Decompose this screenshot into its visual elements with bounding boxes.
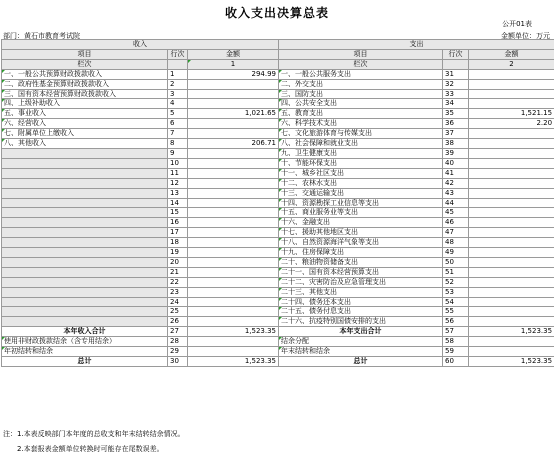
expense-row-no: 36	[443, 119, 469, 129]
expense-row-no: 41	[443, 168, 469, 178]
table-row	[2, 139, 554, 149]
expense-item: 二十一、国有资本经营预算支出	[279, 267, 443, 277]
expense-row-no: 43	[443, 188, 469, 198]
expense-amount: 1,521.15	[469, 109, 554, 119]
expense-amount	[469, 168, 554, 178]
income-amount	[188, 277, 279, 287]
income-total-item: 本年收入合计	[2, 327, 168, 337]
expense-amount	[469, 129, 554, 139]
expense-total-row-no: 57	[443, 327, 469, 337]
income-amount	[188, 158, 279, 168]
expense-amount	[469, 297, 554, 307]
income-amount: 294.99	[188, 69, 279, 79]
table-row	[2, 69, 554, 79]
table-row	[2, 248, 554, 258]
expense-total-amount	[469, 347, 554, 357]
table-row	[2, 119, 554, 129]
expense-item: 十四、资源勘探工业信息等支出	[279, 198, 443, 208]
expense-column-number: 2	[469, 59, 554, 69]
expense-row-no: 42	[443, 178, 469, 188]
table-row	[2, 99, 554, 109]
income-item	[2, 218, 168, 228]
table-row	[2, 168, 554, 178]
expense-amount	[469, 79, 554, 89]
expense-row-no: 32	[443, 79, 469, 89]
income-item	[2, 238, 168, 248]
expense-amount	[469, 69, 554, 79]
expense-item: 九、卫生健康支出	[279, 148, 443, 158]
expense-row-no: 52	[443, 277, 469, 287]
department-label: 部门：黄石市教育考试院	[3, 32, 80, 40]
section-header-row	[2, 40, 554, 50]
expense-row-no: 49	[443, 248, 469, 258]
income-row-no: 21	[168, 267, 188, 277]
income-row-no: 17	[168, 228, 188, 238]
income-column-index-blank	[168, 59, 188, 69]
expense-row-no: 44	[443, 198, 469, 208]
expense-row-no: 47	[443, 228, 469, 238]
income-row-no: 7	[168, 129, 188, 139]
column-header-row	[2, 49, 554, 59]
expense-amount	[469, 89, 554, 99]
income-amount	[188, 307, 279, 317]
expense-amount	[469, 287, 554, 297]
income-item	[2, 257, 168, 267]
expense-item: 三、国防支出	[279, 89, 443, 99]
report-title: 收入支出决算总表	[224, 6, 329, 20]
income-row-no: 10	[168, 158, 188, 168]
expense-amount	[469, 228, 554, 238]
expense-row-no: 38	[443, 139, 469, 149]
income-row-no: 12	[168, 178, 188, 188]
income-row-no: 19	[168, 248, 188, 258]
expense-total-row-no: 59	[443, 347, 469, 357]
expense-row-no-header: 行次	[443, 49, 469, 59]
expense-item: 二十六、抗疫特别国债安排的支出	[279, 317, 443, 327]
income-item-header: 项目	[2, 49, 168, 59]
expense-item: 十七、援助其他地区支出	[279, 228, 443, 238]
expense-item: 十九、住房保障支出	[279, 248, 443, 258]
income-item	[2, 287, 168, 297]
expense-total-amount: 1,523.35	[469, 357, 554, 367]
income-item: 六、经营收入	[2, 119, 168, 129]
total-row	[2, 357, 554, 367]
expense-row-no: 51	[443, 267, 469, 277]
table-row	[2, 148, 554, 158]
expense-total-item: 结余分配	[279, 337, 443, 347]
income-amount	[188, 248, 279, 258]
expense-amount	[469, 139, 554, 149]
table-row	[2, 267, 554, 277]
expense-row-no: 33	[443, 89, 469, 99]
expense-row-no: 55	[443, 307, 469, 317]
income-amount	[188, 238, 279, 248]
expense-amount	[469, 257, 554, 267]
expense-column-index-label: 栏次	[279, 59, 443, 69]
table-row	[2, 297, 554, 307]
income-row-no: 9	[168, 148, 188, 158]
expense-total-row-no: 58	[443, 337, 469, 347]
expense-amount	[469, 277, 554, 287]
income-item: 五、事业收入	[2, 109, 168, 119]
income-item	[2, 317, 168, 327]
expense-amount	[469, 178, 554, 188]
expense-row-no: 37	[443, 129, 469, 139]
income-row-no: 26	[168, 317, 188, 327]
expense-row-no: 48	[443, 238, 469, 248]
income-row-no: 3	[168, 89, 188, 99]
expense-item: 五、教育支出	[279, 109, 443, 119]
income-amount	[188, 89, 279, 99]
expense-amount	[469, 267, 554, 277]
income-expense-table	[1, 39, 554, 367]
expense-item: 一、一般公共服务支出	[279, 69, 443, 79]
expense-amount-header: 金额	[469, 49, 554, 59]
table-row	[2, 208, 554, 218]
expense-amount	[469, 307, 554, 317]
income-row-no: 5	[168, 109, 188, 119]
income-amount	[188, 257, 279, 267]
income-row-no: 18	[168, 238, 188, 248]
expense-total-amount	[469, 337, 554, 347]
expense-row-no: 53	[443, 287, 469, 297]
income-amount	[188, 198, 279, 208]
income-total-item: 总计	[2, 357, 168, 367]
expense-item: 六、科学技术支出	[279, 119, 443, 129]
income-row-no: 22	[168, 277, 188, 287]
income-item: 一、一般公共预算财政拨款收入	[2, 69, 168, 79]
expense-amount	[469, 188, 554, 198]
income-total-item: 使用非财政拨款结余（含专用结余）	[2, 337, 168, 347]
expense-total-item: 总计	[279, 357, 443, 367]
income-item	[2, 307, 168, 317]
income-amount	[188, 188, 279, 198]
income-item	[2, 297, 168, 307]
income-amount	[188, 178, 279, 188]
income-row-no: 2	[168, 79, 188, 89]
income-total-amount	[188, 337, 279, 347]
table-row	[2, 228, 554, 238]
income-column-number: 1	[188, 59, 279, 69]
expense-item: 二十二、灾害防治及应急管理支出	[279, 277, 443, 287]
table-row	[2, 79, 554, 89]
expense-item: 二十、粮油物资储备支出	[279, 257, 443, 267]
total-row	[2, 347, 554, 357]
table-row	[2, 158, 554, 168]
table-notes	[3, 430, 185, 454]
expense-amount	[469, 248, 554, 258]
income-amount	[188, 119, 279, 129]
note-1: 注：1.本表反映部门本年度的总收支和年末结转结余情况。	[3, 430, 185, 438]
expense-amount	[469, 238, 554, 248]
income-section-header: 收入	[2, 40, 279, 50]
table-row	[2, 257, 554, 267]
income-item	[2, 228, 168, 238]
income-row-no: 14	[168, 198, 188, 208]
table-row	[2, 218, 554, 228]
income-amount: 206.71	[188, 139, 279, 149]
expense-amount	[469, 99, 554, 109]
income-row-no: 16	[168, 218, 188, 228]
income-item: 二、政府性基金预算财政拨款收入	[2, 79, 168, 89]
income-item: 八、其他收入	[2, 139, 168, 149]
income-amount	[188, 317, 279, 327]
note-2: 2.本套报表金额单位转换时可能存在尾数误差。	[17, 445, 164, 453]
expense-item: 二、外交支出	[279, 79, 443, 89]
table-row	[2, 277, 554, 287]
expense-amount	[469, 317, 554, 327]
table-row	[2, 317, 554, 327]
income-amount	[188, 99, 279, 109]
income-total-row-no: 30	[168, 357, 188, 367]
expense-item: 七、文化旅游体育与传媒支出	[279, 129, 443, 139]
expense-total-item: 年末结转和结余	[279, 347, 443, 357]
income-amount-header: 金额	[188, 49, 279, 59]
income-total-amount	[188, 347, 279, 357]
expense-total-amount: 1,523.35	[469, 327, 554, 337]
amount-unit-label: 金额单位：万元	[501, 32, 550, 40]
expense-row-no: 31	[443, 69, 469, 79]
expense-row-no: 34	[443, 99, 469, 109]
expense-amount	[469, 218, 554, 228]
expense-amount	[469, 198, 554, 208]
income-amount	[188, 218, 279, 228]
form-code: 公开01表	[502, 20, 532, 28]
income-item	[2, 188, 168, 198]
income-row-no: 11	[168, 168, 188, 178]
expense-item: 十八、自然资源海洋气象等支出	[279, 238, 443, 248]
expense-item: 二十五、债务付息支出	[279, 307, 443, 317]
income-amount: 1,021.65	[188, 109, 279, 119]
expense-item: 十六、金融支出	[279, 218, 443, 228]
income-total-row-no: 27	[168, 327, 188, 337]
expense-total-row-no: 60	[443, 357, 469, 367]
income-item	[2, 248, 168, 258]
income-item: 四、上级补助收入	[2, 99, 168, 109]
expense-item: 十、节能环保支出	[279, 158, 443, 168]
expense-item: 十二、农林水支出	[279, 178, 443, 188]
expense-total-item: 本年支出合计	[279, 327, 443, 337]
income-row-no: 4	[168, 99, 188, 109]
income-column-index-label: 栏次	[2, 59, 168, 69]
expense-row-no: 45	[443, 208, 469, 218]
table-row	[2, 287, 554, 297]
table-row	[2, 238, 554, 248]
income-row-no: 20	[168, 257, 188, 267]
expense-item: 十五、商业服务业等支出	[279, 208, 443, 218]
income-item	[2, 277, 168, 287]
expense-item: 十三、交通运输支出	[279, 188, 443, 198]
income-amount	[188, 129, 279, 139]
income-row-no: 25	[168, 307, 188, 317]
expense-row-no: 56	[443, 317, 469, 327]
income-amount	[188, 267, 279, 277]
income-item	[2, 168, 168, 178]
expense-item-header: 项目	[279, 49, 443, 59]
income-row-no: 15	[168, 208, 188, 218]
expense-row-no: 46	[443, 218, 469, 228]
table-row	[2, 198, 554, 208]
expense-item: 八、社会保障和就业支出	[279, 139, 443, 149]
income-item	[2, 267, 168, 277]
income-total-row-no: 28	[168, 337, 188, 347]
total-row	[2, 327, 554, 337]
income-amount	[188, 287, 279, 297]
income-item	[2, 178, 168, 188]
expense-item: 十一、城乡社区支出	[279, 168, 443, 178]
column-index-row	[2, 59, 554, 69]
income-total-amount: 1,523.35	[188, 357, 279, 367]
expense-amount: 2.20	[469, 119, 554, 129]
income-row-no: 24	[168, 297, 188, 307]
income-row-no: 1	[168, 69, 188, 79]
income-item: 七、附属单位上缴收入	[2, 129, 168, 139]
income-total-row-no: 29	[168, 347, 188, 357]
income-total-amount: 1,523.35	[188, 327, 279, 337]
expense-amount	[469, 208, 554, 218]
income-item	[2, 208, 168, 218]
table-row	[2, 188, 554, 198]
expense-column-index-blank	[443, 59, 469, 69]
income-item	[2, 158, 168, 168]
income-row-no: 8	[168, 139, 188, 149]
income-amount	[188, 208, 279, 218]
table-row	[2, 178, 554, 188]
expense-row-no: 40	[443, 158, 469, 168]
income-amount	[188, 168, 279, 178]
income-amount	[188, 228, 279, 238]
income-amount	[188, 297, 279, 307]
table-row	[2, 307, 554, 317]
expense-item: 四、公共安全支出	[279, 99, 443, 109]
table-row	[2, 109, 554, 119]
table-row	[2, 129, 554, 139]
expense-amount	[469, 148, 554, 158]
income-amount	[188, 79, 279, 89]
expense-item: 二十三、其他支出	[279, 287, 443, 297]
expense-item: 二十四、债务还本支出	[279, 297, 443, 307]
expense-row-no: 54	[443, 297, 469, 307]
expense-row-no: 50	[443, 257, 469, 267]
income-amount	[188, 148, 279, 158]
income-row-no: 23	[168, 287, 188, 297]
income-item	[2, 148, 168, 158]
income-item: 三、国有资本经营预算财政拨款收入	[2, 89, 168, 99]
income-total-item: 年初结转和结余	[2, 347, 168, 357]
income-row-no: 6	[168, 119, 188, 129]
income-item	[2, 198, 168, 208]
expense-row-no: 39	[443, 148, 469, 158]
income-row-no: 13	[168, 188, 188, 198]
expense-row-no: 35	[443, 109, 469, 119]
expense-amount	[469, 158, 554, 168]
income-row-no-header: 行次	[168, 49, 188, 59]
table-row	[2, 89, 554, 99]
expense-section-header: 支出	[279, 40, 554, 50]
total-row	[2, 337, 554, 347]
